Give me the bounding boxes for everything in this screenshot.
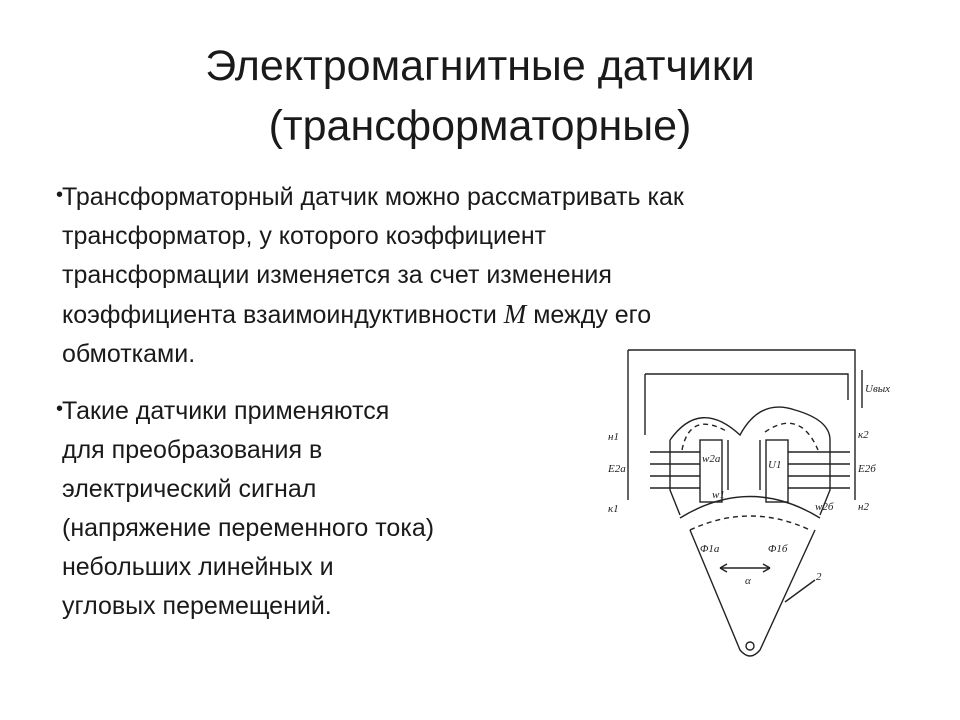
bullet-2-line-3: электрический сигнал	[62, 475, 317, 503]
title-line-1: Электромагнитные датчики	[205, 42, 755, 90]
bullet-1-line-2: трансформатор, у которого коэффициент	[62, 222, 547, 250]
bullet-2-line-2: для преобразования в	[62, 436, 323, 464]
label-e2b: E2б	[858, 463, 876, 475]
label-phi1a: Φ1а	[700, 543, 720, 555]
bullet-1-line-4	[62, 295, 858, 335]
label-phi1b: Φ1б	[768, 543, 788, 555]
label-w2a: w2а	[702, 453, 721, 465]
bullet-1-line-4-text: коэффициента взаимоиндуктивности	[62, 301, 504, 329]
armature-arc	[680, 497, 820, 519]
coil-w2b	[766, 440, 788, 502]
label-u1: U1	[768, 459, 782, 471]
core-left-leg	[670, 440, 680, 515]
label-k1: к1	[608, 503, 619, 515]
bullet-1-line-3: трансформации изменяется за счет изменения	[62, 261, 612, 289]
outer-wire	[628, 350, 855, 395]
bullet-1-line-1: Трансформаторный датчик можно рассматривать как	[62, 183, 684, 211]
leader-2	[785, 580, 815, 602]
coil-left-turns	[650, 452, 700, 488]
label-u-out: Uвых	[865, 383, 891, 395]
label-w2b: w2б	[815, 501, 834, 513]
flux-path-left	[682, 424, 728, 450]
label-h1: н1	[608, 431, 619, 443]
bullet-marker: •	[56, 398, 64, 420]
bullet-marker: •	[56, 184, 64, 206]
label-e2a: E2а	[608, 463, 626, 475]
label-2: 2	[816, 571, 822, 583]
armature-arc-lower	[690, 516, 810, 530]
label-w1: w1	[712, 489, 725, 501]
inner-wire	[645, 374, 848, 400]
bullet-2-line-5: небольших линейных и	[62, 553, 334, 581]
bullet-1-line-4-tail: между его	[526, 301, 652, 329]
flux-path-right	[765, 423, 818, 450]
mutual-inductance-symbol: M	[503, 299, 527, 329]
bullet-2-line-1: Такие датчики применяются	[62, 397, 390, 425]
label-h2: н2	[858, 501, 869, 513]
label-k2: к2	[858, 429, 869, 441]
transformer-sensor-diagram	[600, 340, 900, 665]
slide-title	[80, 36, 880, 156]
rotor-pivot	[746, 642, 754, 650]
bullet-item-2	[58, 392, 578, 626]
bullet-2-line-6: угловых перемещений.	[62, 592, 332, 620]
coil-right-turns	[788, 452, 850, 488]
bullet-1-line-5: обмотками.	[62, 340, 196, 368]
bullet-text	[58, 392, 578, 626]
core-top	[670, 407, 830, 440]
bullet-2-line-4: (напряжение переменного тока)	[62, 514, 435, 542]
title-line-2: (трансформаторные)	[268, 102, 692, 150]
label-alpha: α	[745, 575, 751, 587]
